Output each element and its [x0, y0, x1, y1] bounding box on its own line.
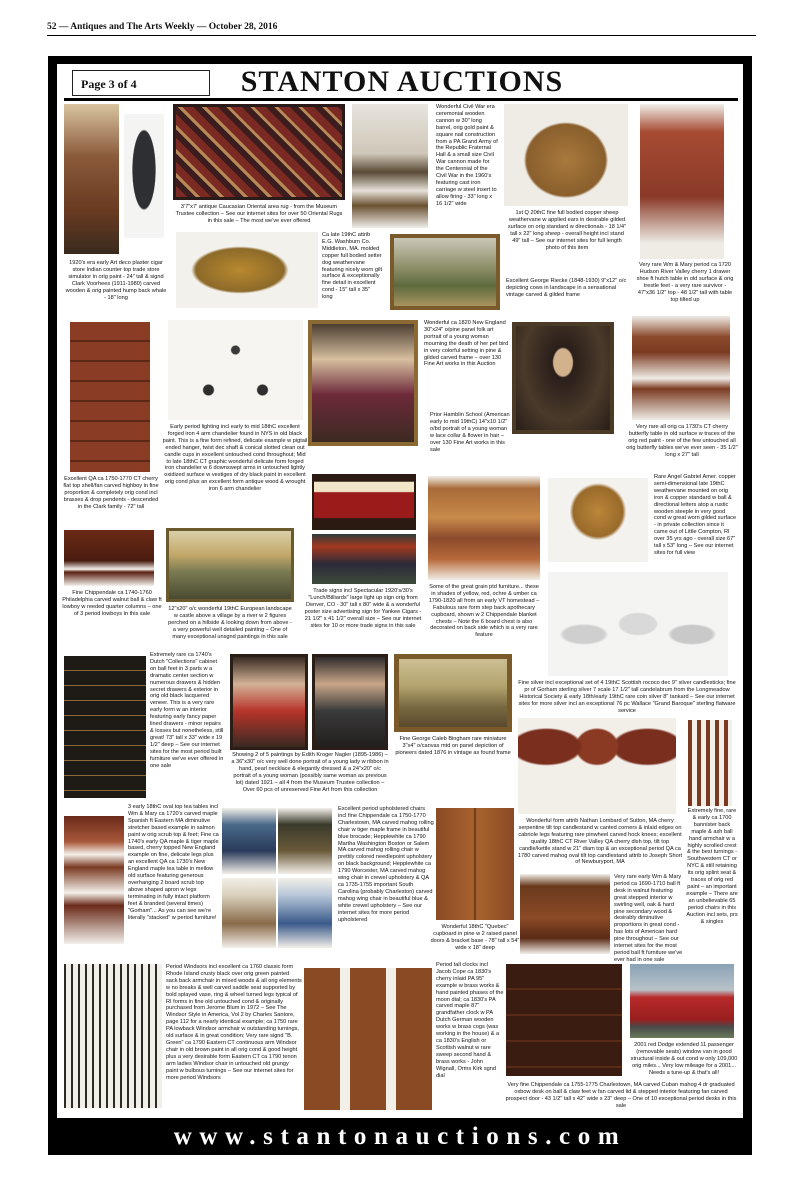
- painted-furniture-photo: [428, 476, 540, 580]
- trade-signs-caption: Trade signs incl Spectacular 1920's/30's "Lunch/Billiards" large light up sign orig from Denver, CO - 30" tall x 80" wide & a wonderful poster size advertising sign for Yankee Cigars - 21 1/2" x 41 1/2" overall size – See our internet sites for 10 or more trade signs in this sale: [304, 588, 422, 629]
- civil-war-cannon-photo: [352, 104, 428, 228]
- nagler-portraits-caption: Showing 2 of 5 paintings by Edith Kroger Nagler (1895-1986) – a 36"x30" o/c very well done portrait of a young lady w ribbon in hand, pearl necklace & elegantly dressed & a 24"x20" o/c portrait of a young woman (possibly same woman as previous lot) dated 1921 – all 4 from the Museum Trustee collection – Over 60 pcs of unreserved Fine Art from this collection: [231, 752, 389, 793]
- silver-caption: Fine silver incl exceptional set of 4 19thC Scottish rococo dec 9" silver candlesticks; fine pr of Gorham sterling silver 7 scale 17 1/2" tall candelabrum from the Longmeadow Historical Society & early 18th/early 19thC rare coin silver 8" tankard – See our internet sites for more silver incl an exceptional 76 pc Wallace "Grand Baroque" sterling flatware service: [518, 680, 736, 714]
- tall-clocks-caption: Period tall clocks incl Jacob Cope ca 1830's cherry inlaid PA 95" example w brass works & hand painted phases of the moon dial; ca 1830's PA carved maple 87" grandfather clock w PA Dutch German wooden works w brass cogs (was working in the house) & a ca 1830's English or Scottish walnut w rare sweep second hand & brass works - John Wignall, Orms Kirk sgnd dial: [436, 962, 504, 1079]
- chandelier-photo: [168, 320, 303, 420]
- dutch-cabinet-caption: Extremely rare ca 1740's Dutch "Collections" cabinet on ball feet in 3 parts w a dramatic center section w numerous drawers & hidden secret drawers & exterior in orig old black lacquered veneer. This is a very rare early form w an interior featuring early fancy paper lined drawers - minor repairs & losses but nonetheless, still great! 73" tall x 33" wide x 19 1/2" deep – See our internet sites for the most period built furniture we've ever offered in one sale: [150, 652, 224, 769]
- sheep-weathervane-photo: [504, 104, 628, 206]
- lunch-billiards-sign-photo: [312, 534, 416, 584]
- chandelier-caption: Early period lighting incl early to mid 18thC excellent forged iron 4 arm chandelier found in NYS in old black paint. This is a fine form refined, delicate example w pigtail ended hanger, twist dec shaft & conical slotted clean out candle cups in excellent untouched cond throughout; Mid to late 18thC CT graphic wonderful delicate form forged iron chandelier w 6 downswept arms in untouched lightly oxidized surface w vestiges of dry black paint in excellent orig cond plus an excellent form antique wood & wrought iron 6 arm chandelier: [162, 424, 308, 493]
- sheep-weathervane-caption: 1st Q 20thC fine full bodied copper sheep weathervane w applied ears in desirable gilded surface on orig standard w directionals - 18 1/4" tall x 22" long sheep - overall height incl stand 49" tall – See our internet sites for full length photo of this item: [507, 210, 627, 251]
- chairs-crewel-photo: [222, 878, 276, 948]
- angel-weathervane-caption: Rare Angel Gabriel Amer. copper semi-dimensional late 19thC weathervane mounted on orig iron & copper standard w ball & directional letters atop a rustic wooden steeple in very good cond w great worn gilded surface - in private collection since it came out of Little Compton, RI over 35 yrs ago - overall size 67" tall x 53" long – See our internet sites for full view: [654, 474, 737, 556]
- wm-mary-desk-photo: [520, 874, 610, 954]
- dutch-cabinet-photo: [64, 656, 146, 798]
- bingham-miniature-photo: [394, 654, 512, 732]
- chairs-blue-photo: [222, 808, 276, 874]
- website-url[interactable]: www.stantonauctions.com: [173, 1123, 627, 1150]
- painted-furniture-caption: Some of the great grain ptd furniture... these in shades of yellow, red, ochre & umber ca 1790-1820 all from an early VT homestead – Fabulous rare form step back apothecary cupboard, shown w 2 Chippendale blanket chests – Note the 6 board chest is also decorated on back side which is a very rare feature: [428, 584, 540, 639]
- cattle-landscape-caption: Excellent George Riecke (1848-1930) 9"x12" o/c depicting cows in landscape in a sensational vintage carved & gilded frame: [506, 278, 627, 298]
- publication-header: 52 — Antiques and The Arts Weekly — October 28, 2016: [47, 22, 278, 32]
- whale-carving-photo: [124, 114, 164, 238]
- highboy-caption: Excellent QA ca 1750-1770 CT cherry flat top shell/fan carved highboy in fine proportion & completely orig cond incl brasses & drop pendents - descended in the Clark family - 72" tall: [63, 476, 159, 510]
- yankee-signs-photo: [312, 474, 416, 530]
- european-landscape-caption: 12"x20" o/c wonderful 19thC European landscape w castle above a village by a river w 2 figures perched on a hillside & looking down from above - a very powerful well detailed painting – One of many exceptional unsgnd paintings in this sale: [168, 606, 292, 640]
- tea-tables-photo: [64, 816, 124, 944]
- prior-hamblin-portrait-photo: [512, 322, 614, 434]
- candle-stands-photo: [518, 718, 676, 814]
- nagler-portrait-one-photo: [230, 654, 308, 750]
- lowboy-photo: [64, 530, 154, 586]
- oxbow-desk-photo: [506, 964, 622, 1076]
- cigar-store-indian-photo: [64, 104, 119, 254]
- chairs-needlepoint-photo: [278, 808, 332, 874]
- butterfly-table-photo: [632, 316, 730, 420]
- hudson-table-photo: [640, 104, 724, 259]
- caucasian-rug-photo: [173, 104, 345, 200]
- quebec-cupboard-caption: Wonderful 18thC "Quebec" cupboard in pine w 2 raised panel doors & bracket base - 78" tall x 54" wide x 18" deep: [430, 924, 520, 951]
- dog-weathervane-photo: [176, 232, 318, 308]
- cattle-landscape-photo: [390, 234, 500, 310]
- angel-weathervane-photo: [548, 478, 648, 562]
- lowboy-caption: Fine Chippendale ca 1740-1760 Philadelphia carved walnut ball & claw ft lowboy w reeded quarter columns – one of 3 period lowboys in this sale: [62, 590, 162, 617]
- highboy-photo: [70, 322, 150, 472]
- civil-war-cannon-caption: Wonderful Civil War era ceremonial wooden cannon w 30" long barrel, orig gold paint & square nail construction from a PA Grand Army of the Republic Fraternal Hall & a small size Civil War cannon made for the Centennial of the Civil War in the 1960's featuring cast iron carriage w steel insert to allow firing - 33" long x 16 1/2" wide: [436, 104, 498, 207]
- tea-tables-caption: 3 early 18thC oval top tea tables incl Wm & Mary ca 1720's carved maple Spanish ft Eastern MA diminutive stretcher based example in salmon paint w orig scrub top & feet; Fine ca 1740's early QA maple & tiger maple based, cherry topped New England example on fine, delicate legs plus an excellent QA ca 1730's New England maple tea table in mellow old surface featuring generous overhanging 2 board scrub top above shaped apron w legs terminating in fully intact platform feet & branded (several times) "Gorham"... As you can see we're literally "stacked" w period furniture!: [128, 804, 219, 921]
- cigar-store-indian-caption: 1920's era early Art deco plaster cigar store Indian counter top trade store simulator in orig paint - 24" tall & signd Clark Voorhees (1911-1980) carved wooden & orig painted hump back whale - 18" long: [65, 260, 167, 301]
- nagler-portrait-two-photo: [312, 654, 388, 750]
- dog-weathervane-caption: Ca late 19thC attrib E.G. Washburn Co. Middleton, MA. molded copper full bodied setter dog weathervane featuring nicely worn gilt surface & exceptionally fine detail in excellent cond - 15" tall x 35" long: [322, 232, 382, 301]
- chairs-wing-photo: [278, 878, 332, 948]
- windsor-chairs-caption: Period Windsors incl excellent ca 1760 classic form Rhode Island crusty black over orig green painted sack back armchair in mixed woods & all orig elements w no breaks & well carved saddle seat supported by bold splayed vase, ring & wheel turned legs typical of RI forms in fine old untouched cond & originally purchased from Jerome Blum in 1972 – See The Windsor Style in America, Vol 2 by Charles Santore, page 112 for a nearly identical example; ca 1750 rare PA lowback Windsor armchair w outstanding turnings, old surface & in great condition; Very rare signd "B. Green" ca 1790 Eastern CT continuous arm Windsor chair in old brown paint in all orig cond & good height plus a very desirable form Eastern CT ca 1790 tenon arm ladies Windsor chair in untouched old grungy paint w bulbous turnings – See our internet sites for more period Windsors: [166, 964, 302, 1081]
- red-van-caption: 2001 red Dodge extended 11 passenger (removable seats) window van in good structural inside & out cond w only 109,000 orig miles... Very low mileage for a 2001... Needs a tune-up & that's all!: [630, 1042, 738, 1076]
- page-title: STANTON AUCTIONS: [240, 65, 564, 98]
- european-landscape-photo: [166, 528, 294, 602]
- red-van-photo: [630, 964, 734, 1038]
- upholstered-chairs-caption: Excellent period upholstered chairs incl fine Chippendale ca 1750-1770 Charlestown, MA carved mahog rolling chair w tiger maple frame in beautiful blue brocade; Hepplewhite ca 1790 Martha Washington Boston or Salem MA carved mahog rolling chair w prettily colored needlepoint upholstery on black background; Hepplewhite ca 1790 Worcester, MA carved mahog wing chair in crewel upholstery & QA ca 1735-1755 important South Carolina (probably Charleston) carved mahog wing chair in beautiful blue & white crewel upholstery – See our internet sites for more period upholstered: [338, 806, 434, 923]
- windsor-chairs-photo: [64, 964, 162, 1108]
- banister-chair-photo: [688, 720, 732, 806]
- folk-portrait-woman-caption: Wonderful ca 1820 New England 30"x24" o/pine panel folk art portrait of a young woman mourning the death of her pet bird in very colorful setting in pine & gilded carved frame – over 130 Fine Art works in this Auction: [424, 320, 509, 368]
- bingham-miniature-caption: Fine George Caleb Bingham rare miniature 3"x4" o/canvas mtd on panel depiction of pioneers dated 1876 in vintage as found frame: [395, 736, 511, 756]
- wm-mary-desk-caption: Very rare early Wm & Mary period ca 1690-1710 ball ft desk in walnut featuring great stepped interior w swirling well, oak & hard pine secondary wood & desirably diminutive proportions in great cond - has lots of American hard pine throughout – See our internet sites for the most period ball ft furniture we've ever had in one sale: [614, 874, 683, 963]
- page-number-box: Page 3 of 4: [72, 70, 210, 96]
- prior-hamblin-caption: Prior Hamblin School (American early to mid 19thC) 14"x10 1/2" o/bd portrait of a young woman w lace collar & flower in hair – over 130 Fine Art works in this sale: [430, 412, 510, 453]
- header-rule: [47, 35, 756, 36]
- candle-stands-caption: Wonderful form attrib Nathan Lombard of Sutton, MA cherry serpentine tilt top candlestand w canted corners & inlaid edges on cabriole legs featuring rare pinwheel carved hock knees; excellent quality 18thC CT River Valley QA cherry dish top, tilt top candle/kettle stand w 21" diam top & an exceptional period QA ca 1780 carved mahog oval tilt top candlestand attrib to Joseph Short of Newburyport, MA: [517, 818, 683, 866]
- quebec-cupboard-photo: [436, 808, 514, 920]
- folk-portrait-woman-photo: [308, 320, 418, 446]
- hudson-table-caption: Very rare Wm & Mary period ca 1720 Hudson River Valley cherry 1 drawer shoe ft hutch table in old surface & orig trestle feet - a very rare survivor - 47"x36 1/2" top - 48 1/2" tall with table top tilted up: [636, 262, 734, 303]
- banister-chair-caption: Extremely fine, rare & early ca 1700 bannister back maple & ash ball hand armchair w a highly scrolled crest & the best turnings - Southwestern CT or NYC & still retaining its orig splint seat & traces of orig red paint – an important example – There are an unbelievable 65 period chairs in this Auction incl sets, prs & singles: [686, 808, 738, 925]
- oxbow-desk-caption: Very fine Chippendale ca 1755-1775 Charlestown, MA carved Cuban mahog 4 dr graduated oxbow desk on ball & claw feet w fan carved lid & stepped interior featuring fan carved prospect door - 43 1/2" tall x 42" wide x 23" deep – One of 10 exceptional period desks in this sale: [505, 1082, 737, 1109]
- caucasian-rug-caption: 3'7"x7' antique Caucasian Oriental area rug - from the Museum Trustee collection – See our internet sites for over 50 Oriental Rugs in this sale – The most we've ever offered: [175, 204, 343, 224]
- tall-clocks-photo: [304, 968, 432, 1110]
- silver-photo: [548, 572, 728, 676]
- title-rule: [64, 98, 738, 101]
- butterfly-table-caption: Very rare all orig ca 1730's CT cherry butterfly table in old surface w traces of the orig red paint - one of the few untouched all orig butterfly tables we've ever seen - 35 1/2" long x 27" tall: [626, 424, 738, 458]
